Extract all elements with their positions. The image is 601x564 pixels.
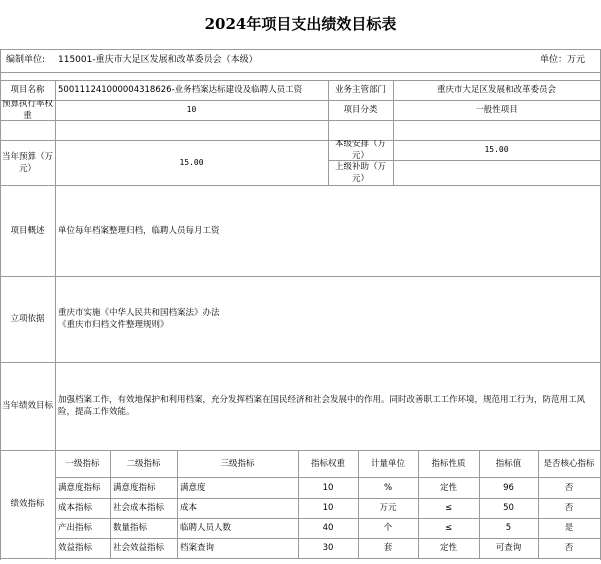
basis-line-1: 重庆市实施《中华人民共和国档案法》办法	[58, 308, 220, 318]
indicator-col-header: 计量单位	[370, 458, 405, 469]
indicator-cell: 产出指标	[58, 523, 93, 533]
indicator-cell: 否	[564, 543, 574, 553]
indicator-cell: 万元	[379, 503, 397, 513]
dept-label: 业务主管部门	[334, 85, 386, 95]
indicator-cell: 是	[564, 523, 574, 533]
budget-value: 15.00	[179, 157, 204, 167]
upper-label: 上级补助（万元）	[334, 161, 386, 184]
upper-value	[393, 160, 600, 185]
indicator-cell: ≤	[444, 503, 453, 513]
indicator-cell: 数量指标	[113, 523, 148, 533]
indicator-col-header: 一级指标	[65, 458, 100, 469]
indicator-cell: 10	[322, 482, 334, 493]
indicator-cell: ≤	[444, 523, 453, 533]
indicator-cell: 50	[503, 503, 514, 513]
category-value: 一般性项目	[475, 105, 518, 115]
overview-text: 单位每年档案整理归档，临聘人员每月工资	[58, 225, 220, 236]
indicator-cell: 满意度指标	[113, 482, 156, 493]
unit-value: 115001-重庆市大足区发展和改革委员会（本级）	[58, 55, 258, 65]
grid-line	[0, 72, 601, 73]
indicator-cell: 96	[503, 482, 514, 493]
indicator-cell: 成本指标	[58, 503, 93, 513]
indicator-cell: 临聘人员人数	[180, 523, 232, 533]
basis-line-2: 《重庆市归档文件整理规则》	[58, 320, 169, 330]
local-label: 本级安排（万元）	[334, 140, 386, 160]
indicator-cell: 否	[564, 503, 574, 513]
unit-label: 编制单位:	[6, 55, 46, 65]
indicator-cell: 满意度指标	[58, 482, 101, 493]
currency-label: 单位：万元	[540, 55, 586, 65]
indicator-cell: 10	[322, 503, 334, 513]
indicator-cell: 个	[383, 523, 393, 533]
indicator-cell: 效益指标	[58, 543, 93, 553]
indicator-cell: 30	[322, 543, 334, 553]
indicator-cell: 40	[322, 523, 334, 533]
overview-label: 项目概述	[10, 225, 45, 236]
indicator-cell: 满意度	[180, 482, 206, 493]
weight-value: 10	[186, 105, 197, 114]
indicator-col-header: 指标性质	[431, 458, 466, 469]
dept-value: 重庆市大足区发展和改革委员会	[436, 85, 556, 95]
indicator-cell: 定性	[439, 482, 457, 493]
indicator-cell: 5	[505, 523, 512, 533]
grid-line	[0, 120, 601, 121]
perf-label: 绩效指标	[10, 499, 45, 509]
indicator-cell: 社会效益指标	[113, 543, 165, 553]
category-label: 项目分类	[343, 105, 378, 115]
indicator-cell: 定性	[439, 543, 457, 553]
basis-text	[55, 276, 600, 362]
local-value: 15.00	[484, 145, 509, 154]
indicator-cell: 套	[383, 543, 393, 553]
indicator-cell: 社会成本指标	[113, 503, 165, 513]
indicator-cell: 档案查询	[180, 543, 215, 553]
project-name-value: 500111241000004318626-业务档案达标建设及临聘人员工资	[58, 85, 303, 95]
indicator-cell: 否	[564, 482, 574, 493]
goal-label: 当年绩效目标	[2, 401, 54, 411]
indicator-col-header: 指标值	[495, 458, 522, 469]
indicator-cell: %	[383, 482, 393, 493]
indicator-col-header: 二级指标	[126, 458, 161, 469]
goal-text: 加强档案工作，有效地保护和利用档案，充分发挥档案在国民经济和社会发展中的作用。同时改善职工工作环境，规范用工行为，防范用工风险，提高工作效能。	[58, 395, 586, 417]
weight-label: 预算执行率权重	[2, 100, 54, 120]
indicator-col-header: 是否核心指标	[543, 458, 595, 469]
indicator-cell: 成本	[180, 503, 198, 513]
indicator-col-header: 三级指标	[220, 458, 255, 469]
page-title: 2024年项目支出绩效目标表	[204, 15, 397, 33]
grid-line	[0, 558, 601, 559]
budget-label: 当年预算（万元）	[2, 151, 54, 174]
indicator-col-header: 指标权重	[310, 458, 345, 469]
grid-line	[0, 49, 601, 50]
project-name-label: 项目名称	[10, 85, 45, 95]
indicator-cell: 可查询	[495, 543, 522, 553]
basis-label: 立项依据	[10, 314, 45, 324]
